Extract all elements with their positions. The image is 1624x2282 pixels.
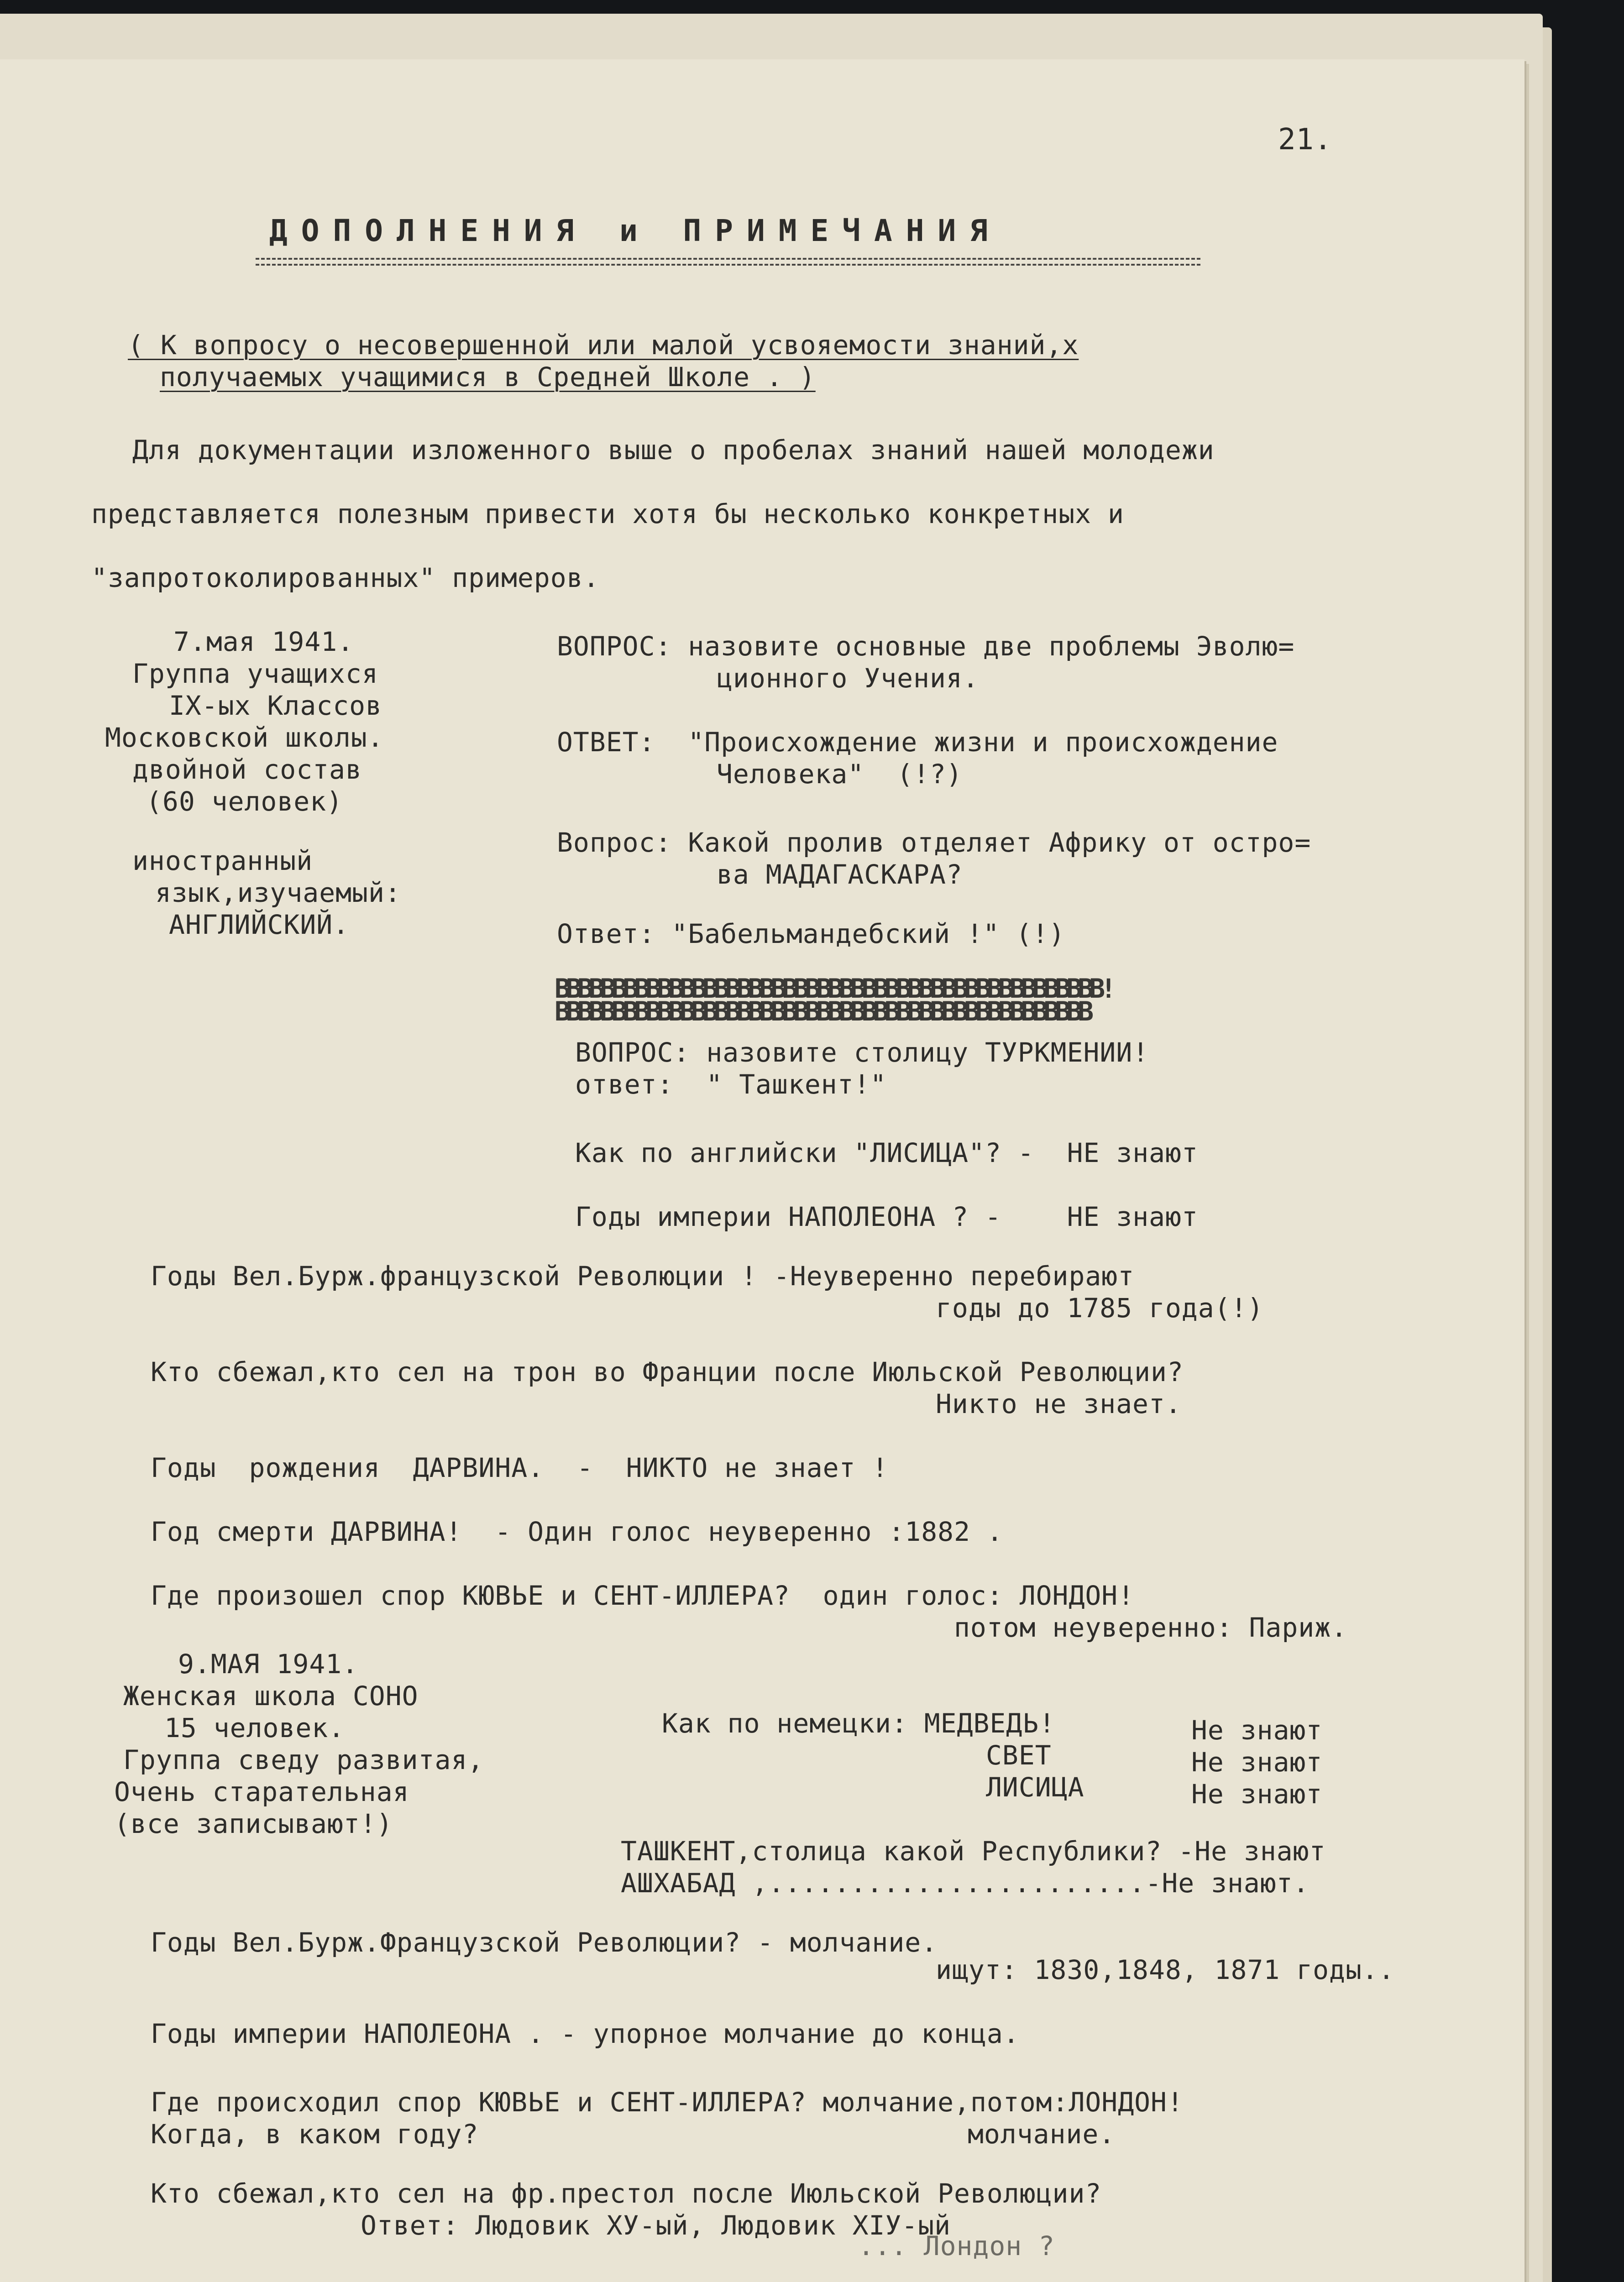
group2-desc-5: (все записывают!) [114, 1808, 393, 1839]
subtitle-line-2: получаемых учащимися в Средней Школе . ) [160, 361, 816, 393]
qa2-cuvier-b: Когда, в каком году? [151, 2119, 479, 2150]
qa2-german-word-2: СВЕТ [986, 1740, 1052, 1771]
qa2-german-answer-1: Не знают [1191, 1715, 1323, 1746]
qa1-answer-3: ответ: " Ташкент!" [575, 1069, 887, 1100]
qa1-question-1: ВОПРОС: назовите основные две проблемы Эволю= [557, 631, 1295, 662]
subtitle-line-1: ( К вопросу о несовершенной или малой усвояемости знаний,х [128, 330, 1079, 361]
qa1-question-9: Год смерти ДАРВИНА! - Один голос неуверенно :1882 . [151, 1516, 1003, 1547]
qa2-german-word-3: ЛИСИЦА [986, 1772, 1084, 1803]
qa2-escape-b: Ответ: Людовик ХУ-ый, Людовик XIУ-ый [361, 2210, 951, 2241]
struck-out-line-1: ВВВВВВВВВВВВВВВВВВВВВВВВВВВВВВВВВВВВВВВВВВВВВВВВ! [555, 973, 1112, 1004]
group2-desc-3: Группа сведу развитая, [123, 1744, 484, 1775]
qa2-revolution: Годы Вел.Бурж.Французской Революции? - молчание. [151, 1927, 938, 1958]
qa1-question-2: Вопрос: Какой пролив отделяет Африку от остро= [557, 827, 1311, 858]
qa1-question-6b: годы до 1785 года(!) [936, 1293, 1264, 1324]
title-underline-2 [256, 264, 1200, 266]
page-title: ДОПОЛНЕНИЯ и ПРИМЕЧАНИЯ [269, 213, 1001, 248]
group1-lang-2: язык,изучаемый: [155, 877, 401, 908]
qa1-question-5: Годы империи НАПОЛЕОНА ? - НЕ знают [575, 1201, 1198, 1232]
intro-line-2: представляется полезным привести хотя бы несколько конкретных и [91, 498, 1124, 529]
group1-lang-3: АНГЛИЙСКИЙ. [169, 909, 350, 940]
qa1-answer-1: ОТВЕТ: "Происхождение жизни и происхождение [557, 727, 1278, 758]
qa2-revolution-b: ищут: 1830,1848, 1871 годы.. [936, 1954, 1395, 1985]
group2-desc-2: 15 человек. [164, 1712, 345, 1743]
qa2-german-answer-3: Не знают [1191, 1779, 1323, 1810]
group1-desc-1: Группа учащихся [132, 658, 378, 689]
qa2-german-question: Как по немецки: МЕДВЕДЬ! [662, 1708, 1056, 1739]
qa1-question-6: Годы Вел.Бурж.французской Революции ! -Неуверенно перебирают [151, 1261, 1135, 1292]
qa1-answer-1b: Человека" (!?) [717, 759, 963, 790]
group2-desc-4: Очень старательная [114, 1776, 409, 1807]
qa1-question-10b: потом неуверенно: Париж. [954, 1612, 1348, 1643]
typewritten-page [0, 59, 1524, 2282]
struck-out-line-2: ВВВВВВВВВВВВВВВВВВВВВВВВВВВВВВВВВВВВВВВВВВВВВВВ [555, 996, 1090, 1027]
qa1-question-3: ВОПРОС: назовите столицу ТУРКМЕНИИ! [575, 1037, 1149, 1068]
qa2-german-answer-2: Не знают [1191, 1747, 1323, 1778]
title-underline [256, 258, 1200, 260]
group1-desc-5: (60 человек) [146, 786, 343, 817]
qa2-escape: Кто сбежал,кто сел на фр.престол после Июльской Революции? [151, 2178, 1102, 2209]
qa1-question-7: Кто сбежал,кто сел на трон во Франции после Июльской Революции? [151, 1356, 1184, 1387]
qa2-napoleon: Годы империи НАПОЛЕОНА . - упорное молчание до конца. [151, 2018, 1020, 2049]
qa2-tashkent: ТАШКЕНТ,столица какой Республики? -Не знают [621, 1836, 1326, 1867]
qa1-question-2b: ва МАДАГАСКАРА? [717, 859, 963, 890]
qa2-cuvier: Где происходил спор КЮВЬЕ и СЕНТ-ИЛЛЕРА? молчание,потом:ЛОНДОН! [151, 2087, 1184, 2118]
underlying-page-fragment: ... Лондон ? [858, 2230, 1055, 2261]
group1-desc-3: Московской школы. [105, 722, 384, 753]
qa1-question-8: Годы рождения ДАРВИНА. - НИКТО не знает ! [151, 1452, 889, 1483]
page-number: 21. [1278, 123, 1332, 157]
group1-date: 7.мая 1941. [173, 626, 354, 657]
group2-date: 9.МАЯ 1941. [178, 1649, 359, 1680]
group2-desc-1: Женская школа СОНО [123, 1680, 419, 1712]
qa1-question-7b: Никто не знает. [936, 1388, 1182, 1419]
group1-desc-2: IX-ых Классов [169, 690, 382, 721]
group1-desc-4: двойной состав [132, 754, 362, 785]
qa2-ashgabat: АШХАБАД ,.......................-Не знают. [621, 1868, 1310, 1899]
qa2-cuvier-c: молчание. [968, 2119, 1116, 2150]
intro-line-3: "запротоколированных" примеров. [91, 562, 600, 593]
qa1-question-1b: ционного Учения. [717, 663, 979, 694]
group1-lang-1: иностранный [132, 845, 313, 876]
qa1-question-10: Где произошел спор КЮВЬЕ и СЕНТ-ИЛЛЕРА? один голос: ЛОНДОН! [151, 1580, 1135, 1611]
qa1-answer-2: Ответ: "Бабельмандебский !" (!) [557, 918, 1065, 949]
qa1-question-4: Как по английски "ЛИСИЦА"? - НЕ знают [575, 1137, 1198, 1168]
intro-line-1: Для документации изложенного выше о пробелах знаний нашей молодежи [132, 434, 1215, 466]
